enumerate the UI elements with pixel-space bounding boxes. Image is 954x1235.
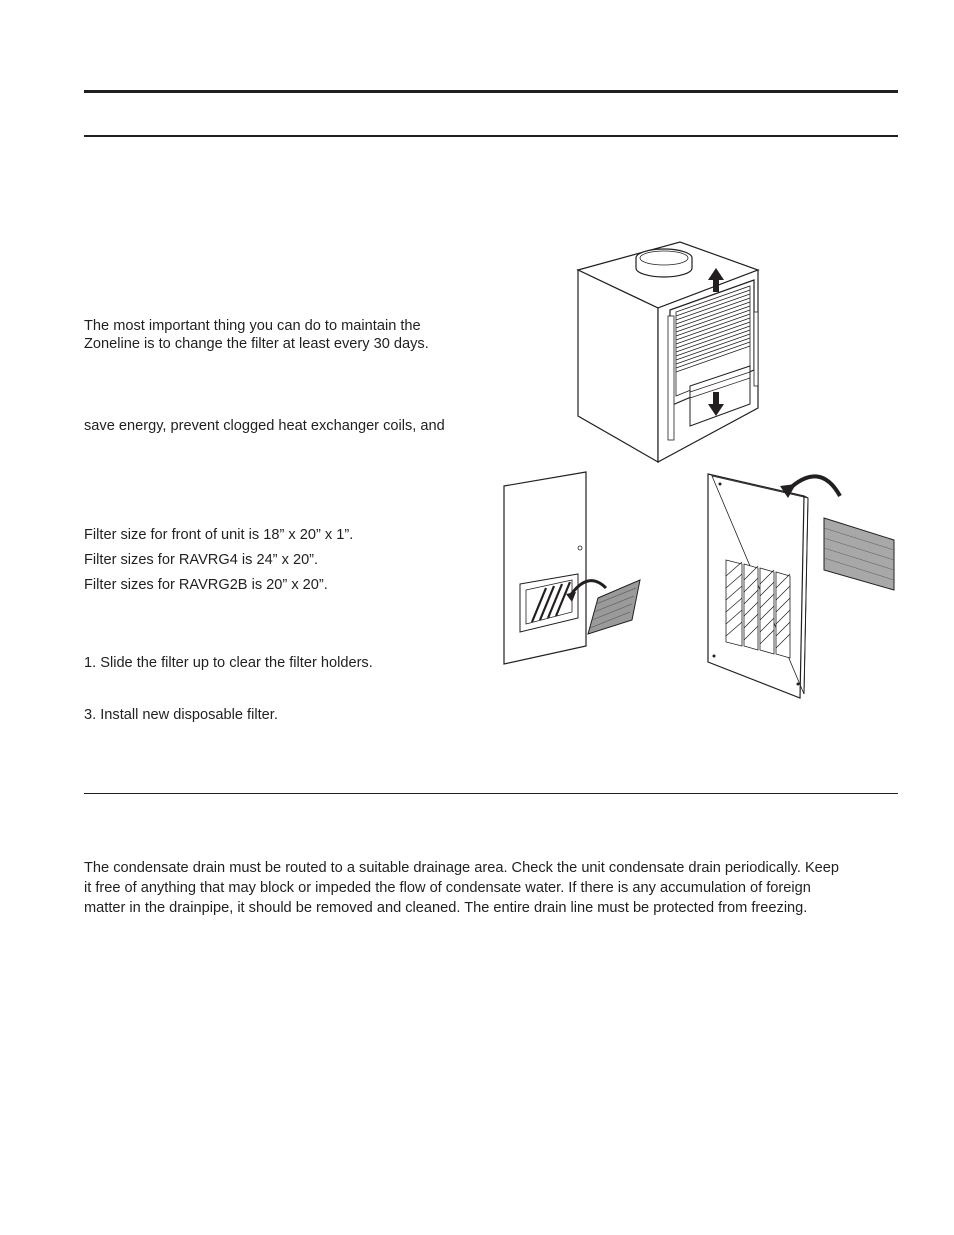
zoneline-unit-illustration bbox=[570, 236, 770, 466]
wall-grille-illustration bbox=[700, 466, 900, 702]
condensate-line-3: matter in the drainpipe, it should be removed and cleaned. The entire drain line must be protected from freezing. bbox=[84, 900, 808, 916]
intro-line-1: The most important thing you can do to maintain the bbox=[84, 318, 421, 334]
step-1: 1. Slide the filter up to clear the filter holders. bbox=[84, 655, 373, 671]
condensate-line-2: it free of anything that may block or impeded the flow of condensate water. If there is any accumulation of foreign bbox=[84, 880, 811, 896]
header-rule-thick bbox=[84, 90, 898, 93]
door-filter-illustration bbox=[500, 470, 650, 670]
condensate-paragraph bbox=[84, 858, 839, 918]
filter-size-ravrg4: Filter sizes for RAVRG4 is 24” x 20”. bbox=[84, 552, 319, 568]
filter-size-ravrg2b: Filter sizes for RAVRG2B is 20” x 20”. bbox=[84, 577, 328, 593]
intro-line-2: Zoneline is to change the filter at least every 30 days. bbox=[84, 336, 429, 352]
benefit-line: save energy, prevent clogged heat exchanger coils, and bbox=[84, 418, 445, 434]
step-3: 3. Install new disposable filter. bbox=[84, 707, 278, 723]
condensate-line-1: The condensate drain must be routed to a suitable drainage area. Check the unit condensate drain periodically. Keep bbox=[84, 860, 840, 876]
intro-paragraph bbox=[84, 317, 429, 353]
filter-size-front: Filter size for front of unit is 18” x 20” x 1”. bbox=[84, 527, 354, 543]
section-divider bbox=[84, 793, 898, 794]
header-rule-thin bbox=[84, 135, 898, 137]
